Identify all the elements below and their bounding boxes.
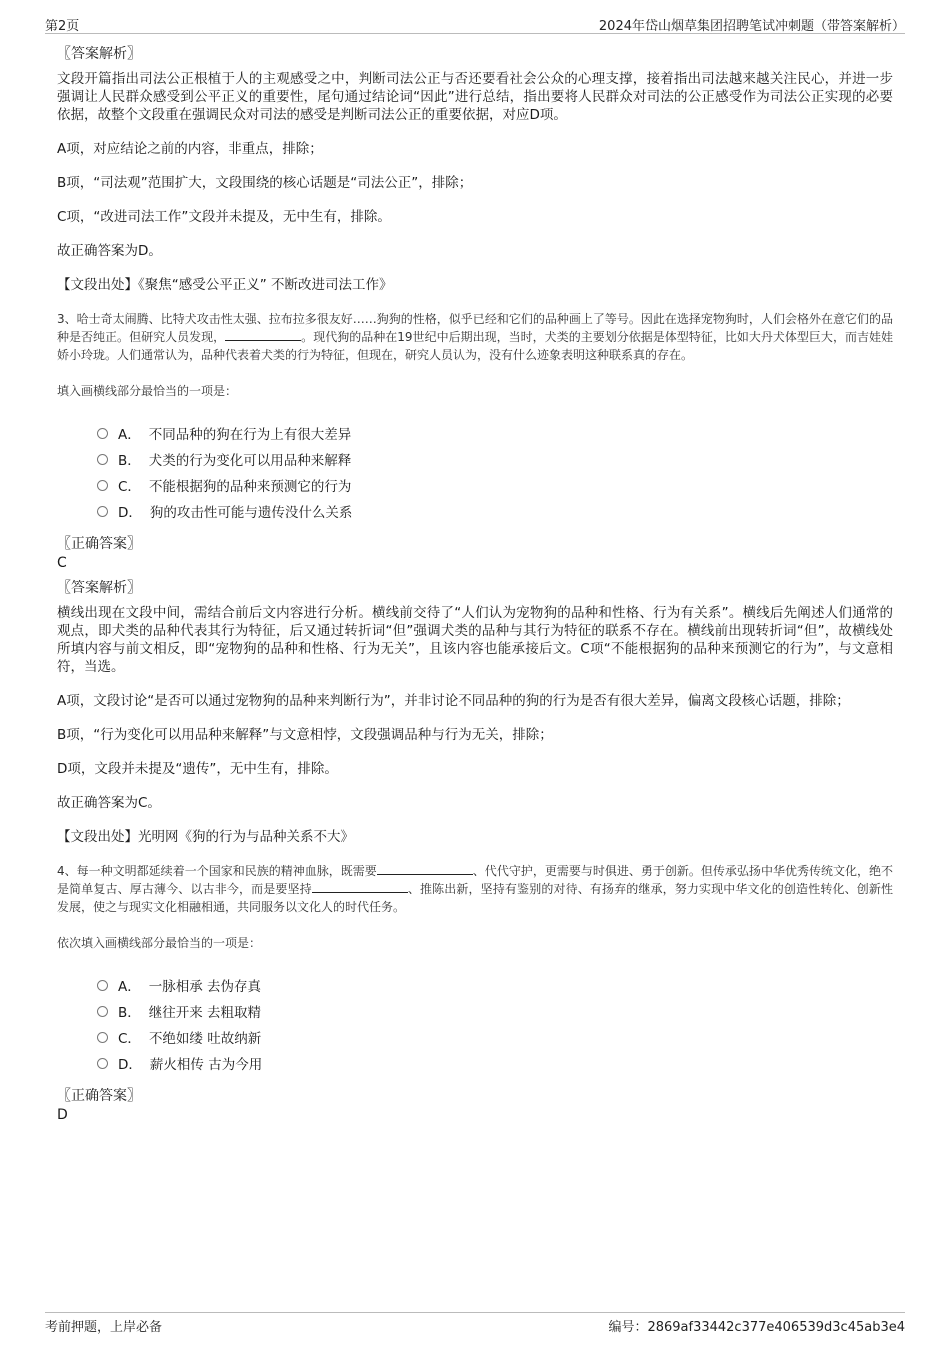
fill-blank bbox=[312, 880, 408, 893]
radio-icon[interactable] bbox=[97, 480, 108, 491]
radio-icon[interactable] bbox=[97, 428, 108, 439]
conclusion: 故正确答案为D。 bbox=[57, 243, 162, 259]
option-a[interactable] bbox=[97, 972, 893, 998]
document-title: 2024年岱山烟草集团招聘笔试冲刺题（带答案解析） bbox=[598, 19, 905, 34]
question-text-part: 、代代守护，更需要与时俱进、勇于创新。但传承弘扬中华优秀传统文化，绝不是简单复古、厚古薄今、以古非今，而是要坚持 bbox=[57, 864, 893, 896]
radio-icon[interactable] bbox=[97, 980, 108, 991]
answer-tag: 〖正确答案〗 bbox=[57, 536, 141, 552]
option-b-note: B项，“行为变化可以用品种来解释”与文意相悖，文段强调品种与行为无关，排除； bbox=[57, 727, 553, 743]
option-c-note: C项，“改进司法工作”文段并未提及，无中生有，排除。 bbox=[57, 209, 391, 225]
question-text-part: 3、哈士奇太闹腾、比特犬攻击性太强、拉布拉多很友好……狗狗的性格，似乎已经和它们的品种画上了等号。因此在选择宠物狗时，人们会格外在意它们的品种是否纯正。但研究人员发现， bbox=[57, 312, 893, 344]
radio-icon[interactable] bbox=[97, 1006, 108, 1017]
option-letter: A． bbox=[118, 979, 141, 995]
radio-icon[interactable] bbox=[97, 1032, 108, 1043]
fill-blank bbox=[377, 862, 473, 875]
page-number: 第2页 bbox=[45, 19, 80, 34]
option-c[interactable] bbox=[97, 472, 893, 498]
option-letter: C． bbox=[118, 1031, 141, 1047]
conclusion: 故正确答案为C。 bbox=[57, 795, 161, 811]
option-text: 犬类的行为变化可以用品种来解释 bbox=[148, 453, 352, 469]
option-text: 不同品种的狗在行为上有很大差异 bbox=[148, 427, 352, 443]
answer-tag: 〖正确答案〗 bbox=[57, 1088, 141, 1104]
question-text-part: 。现代狗的品种在19世纪中后期出现，当时，犬类的主要划分依据是体型特征，比如大丹犬体型巨大，而吉娃娃娇小玲珑。人们通常认为，品种代表着犬类的行为特征，但现在，研究人员认为，没有什么迹象表明这种联系真的存在。 bbox=[57, 330, 893, 362]
option-list bbox=[97, 972, 893, 1076]
question-text-part: 、推陈出新，坚持有鉴别的对待、有扬弃的继承，努力实现中华文化的创造性转化、创新性发展，使之与现实文化相融相通，共同服务以文化人的时代任务。 bbox=[57, 882, 893, 914]
source-citation: 【文段出处】光明网《狗的行为与品种关系不大》 bbox=[57, 829, 354, 845]
option-text: 不绝如缕 吐故纳新 bbox=[148, 1031, 262, 1047]
option-text: 不能根据狗的品种来预测它的行为 bbox=[148, 479, 352, 495]
footer-slogan: 考前押题，上岸必备 bbox=[45, 1320, 163, 1335]
radio-icon[interactable] bbox=[97, 454, 108, 465]
option-a-note: A项，对应结论之前的内容，非重点，排除； bbox=[57, 141, 323, 157]
question-text bbox=[57, 310, 893, 364]
option-d[interactable] bbox=[97, 498, 893, 524]
option-letter: D． bbox=[118, 1057, 142, 1073]
option-text: 薪火相传 古为今用 bbox=[149, 1057, 263, 1073]
question-prompt: 依次填入画横线部分最恰当的一项是： bbox=[57, 936, 262, 950]
analysis-text: 文段开篇指出司法公正根植于人的主观感受之中，判断司法公正与否还要看社会公众的心理支撑，接着指出司法越来越关注民心，并进一步强调让人民群众感受到公平正义的重要性，尾句通过结论词“因此”进行总结，指出要将人民群众对司法的公正感受作为司法公正实现的必要依据，故整个文段重在强调民众对司法的感受是判断司法公正的重要依据，对应D项。 bbox=[57, 71, 893, 123]
analysis-tag: 〖答案解析〗 bbox=[57, 580, 141, 596]
radio-icon[interactable] bbox=[97, 1058, 108, 1069]
content bbox=[57, 44, 893, 1130]
analysis-tag: 〖答案解析〗 bbox=[57, 46, 141, 62]
question-3 bbox=[57, 310, 893, 846]
option-text: 一脉相承 去伪存真 bbox=[148, 979, 262, 995]
option-list bbox=[97, 420, 893, 524]
q2-analysis-section bbox=[57, 44, 893, 294]
option-d[interactable] bbox=[97, 1050, 893, 1076]
option-d-note: D项，文段并未提及“遗传”，无中生有，排除。 bbox=[57, 761, 338, 777]
option-letter: B． bbox=[118, 1005, 141, 1021]
document-id: 编号：2869af33442c377e406539d3c45ab3e4 bbox=[608, 1320, 905, 1335]
fill-blank bbox=[225, 328, 301, 341]
answer-value: D bbox=[57, 1107, 68, 1123]
option-b[interactable] bbox=[97, 998, 893, 1024]
option-letter: D． bbox=[118, 505, 142, 521]
question-4 bbox=[57, 862, 893, 1124]
option-a-note: A项，文段讨论“是否可以通过宠物狗的品种来判断行为”，并非讨论不同品种的狗的行为是否有很大差异，偏离文段核心话题，排除； bbox=[57, 693, 850, 709]
option-b-note: B项，“司法观”范围扩大，文段围绕的核心话题是“司法公正”，排除； bbox=[57, 175, 473, 191]
option-c[interactable] bbox=[97, 1024, 893, 1050]
page-footer bbox=[45, 1312, 905, 1335]
source-citation: 【文段出处】《聚焦“感受公平正义” 不断改进司法工作》 bbox=[57, 277, 393, 293]
analysis-text: 横线出现在文段中间，需结合前后文内容进行分析。横线前交待了“人们认为宠物狗的品种和性格、行为有关系”。横线后先阐述人们通常的观点，即犬类的品种代表其行为特征，后又通过转折词“但”强调犬类的品种与其行为特征的联系不存在。横线前出现转折词“但”，故横线处所填内容与前文相反，即“宠物狗的品种和性格、行为无关”，且该内容也能承接后文。C项“不能根据狗的品种来预测它的行为”，与文意相符，当选。 bbox=[57, 605, 893, 675]
option-text: 狗的攻击性可能与遗传没什么关系 bbox=[149, 505, 353, 521]
option-letter: C． bbox=[118, 479, 141, 495]
option-letter: A． bbox=[118, 427, 141, 443]
option-text: 继往开来 去粗取精 bbox=[148, 1005, 262, 1021]
radio-icon[interactable] bbox=[97, 506, 108, 517]
question-prompt: 填入画横线部分最恰当的一项是： bbox=[57, 384, 238, 398]
answer-value: C bbox=[57, 555, 67, 571]
option-b[interactable] bbox=[97, 446, 893, 472]
page-header bbox=[45, 13, 905, 34]
option-letter: B． bbox=[118, 453, 141, 469]
question-text-part: 4、每一种文明都延续着一个国家和民族的精神血脉，既需要 bbox=[57, 864, 377, 878]
question-text bbox=[57, 862, 893, 916]
option-a[interactable] bbox=[97, 420, 893, 446]
